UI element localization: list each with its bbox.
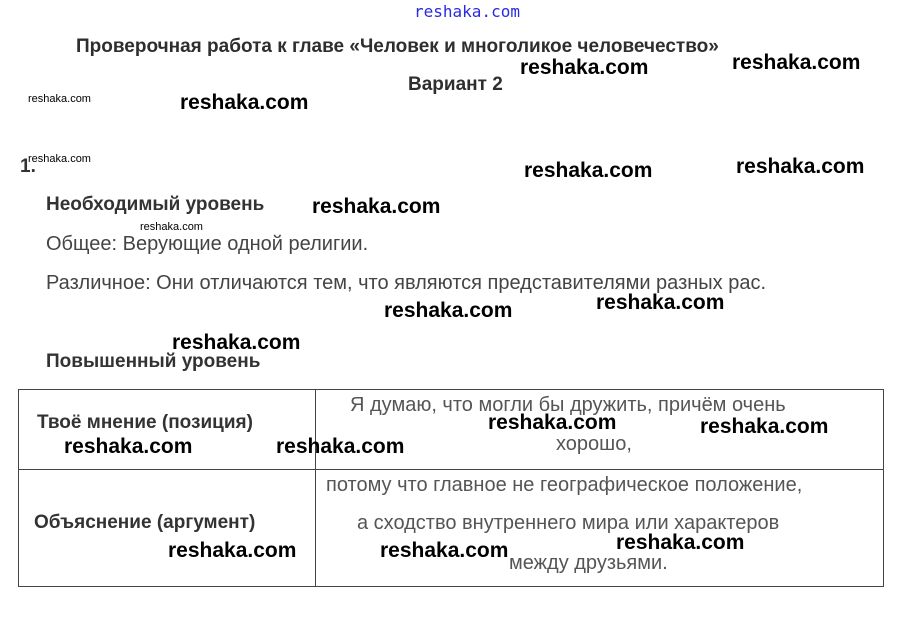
watermark: reshaka.com xyxy=(524,159,653,182)
watermark: reshaka.com xyxy=(488,411,617,434)
watermark: reshaka.com xyxy=(616,531,745,554)
task-number: 1. xyxy=(20,156,36,177)
table-row-divider xyxy=(18,469,884,470)
advanced-level-heading: Повышенный уровень xyxy=(46,351,261,372)
table-row-label: Твоё мнение (позиция) xyxy=(37,412,253,433)
watermark: reshaka.com xyxy=(736,155,865,178)
watermark: reshaka.com xyxy=(172,331,301,354)
watermark-top: reshaka.com xyxy=(414,2,520,21)
page-title: Проверочная работа к главе «Человек и многоликое человечество» xyxy=(76,36,719,57)
watermark: reshaka.com xyxy=(28,93,91,105)
watermark: reshaka.com xyxy=(140,221,203,233)
basic-level-heading: Необходимый уровень xyxy=(46,194,265,215)
watermark: reshaka.com xyxy=(596,291,725,314)
table-cell-line: потому что главное не географическое положение, xyxy=(326,474,803,496)
watermark: reshaka.com xyxy=(180,91,309,114)
watermark: reshaka.com xyxy=(276,435,405,458)
watermark: reshaka.com xyxy=(312,195,441,218)
watermark: reshaka.com xyxy=(380,539,509,562)
table-cell-line: а сходство внутреннего мира или характеров xyxy=(357,512,780,534)
watermark: reshaka.com xyxy=(168,539,297,562)
watermark: reshaka.com xyxy=(384,299,513,322)
common-text: Общее: Верующие одной религии. xyxy=(46,233,369,255)
variant-label: Вариант 2 xyxy=(408,74,503,95)
table-cell-line: хорошо, xyxy=(556,433,632,455)
table-cell-line: Я думаю, что могли бы дружить, причём очень xyxy=(350,394,786,416)
watermark: reshaka.com xyxy=(28,153,91,165)
watermark: reshaka.com xyxy=(520,56,649,79)
watermark: reshaka.com xyxy=(700,415,829,438)
table-cell-line: между друзьями. xyxy=(509,552,668,574)
different-text: Различное: Они отличаются тем, что являются представителями разных рас. xyxy=(46,272,767,294)
table-row-label: Объяснение (аргумент) xyxy=(34,512,256,533)
table-column-divider xyxy=(315,389,316,587)
watermark: reshaka.com xyxy=(732,51,861,74)
watermark: reshaka.com xyxy=(64,435,193,458)
